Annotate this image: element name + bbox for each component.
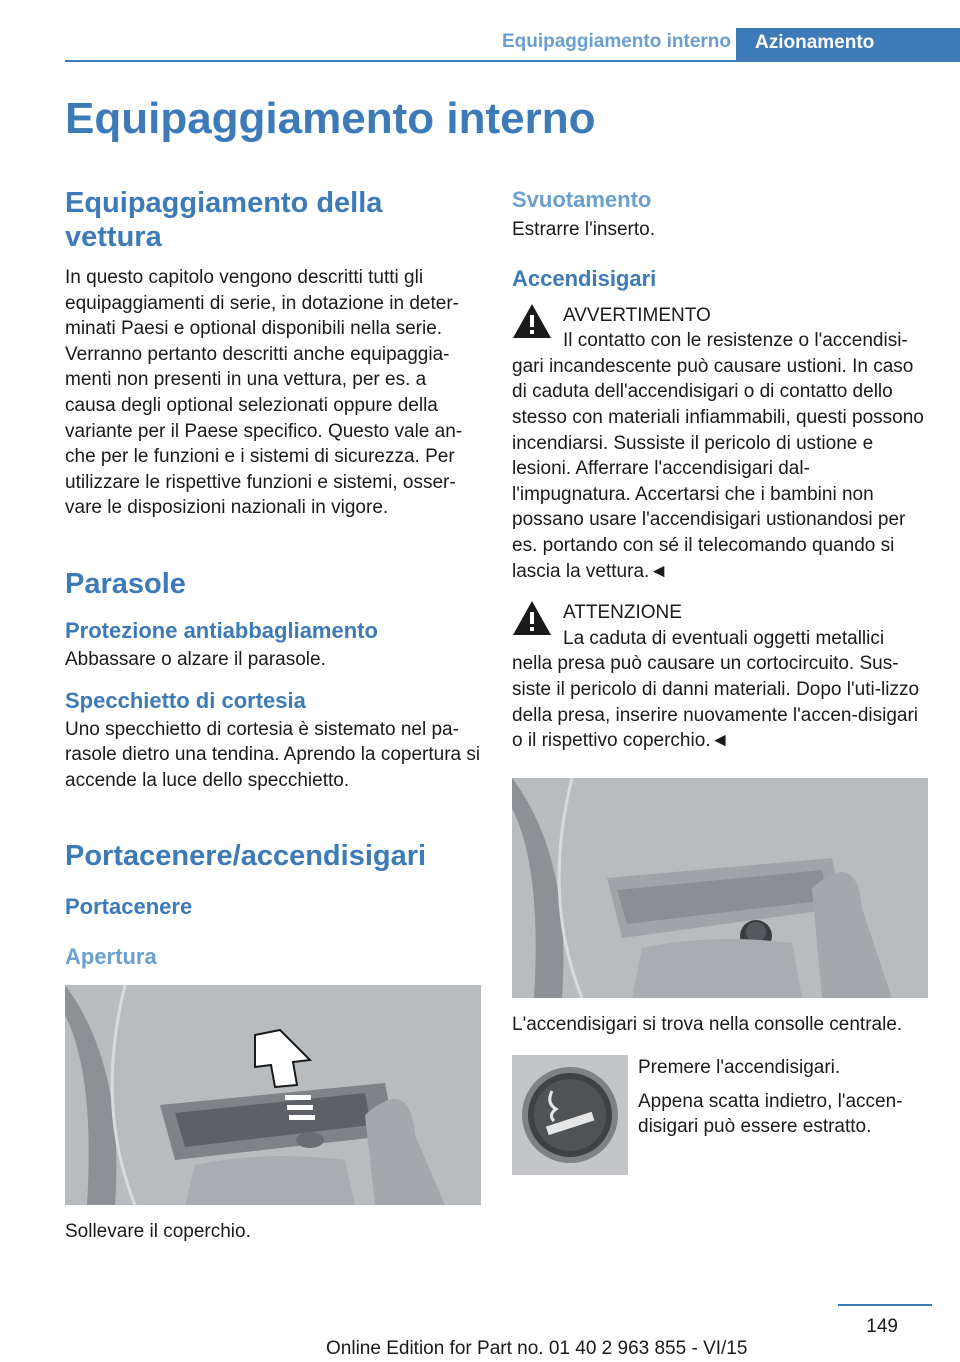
- console-illustration: [512, 778, 928, 998]
- heading-svuotamento: Svuotamento: [512, 187, 652, 212]
- caption-console: L'accendisigari si trova nella consolle centrale.: [512, 1013, 903, 1035]
- warning-1-first-line: Il contatto con le resistenze o l'accendisi-: [563, 330, 908, 352]
- header-rule: [65, 60, 960, 62]
- lighter-console-photo: [512, 778, 928, 998]
- caution-triangle-icon: [512, 600, 552, 636]
- warning-1-body: gari incandescente può causare ustioni. In caso di caduta dell'accendisigari o di contatto dello stesso con materiali infiammabili, questi possono incendiarsi. Sussiste il pericolo di ustione e lesioni. Afferrare l'accendisigari dal-l'impugnatura. Accertarsi che i bambini non possano usare l'accendisigari ustionandosi per es. portando con sé il telecomando quando si lascia la vettura.◄: [512, 355, 924, 582]
- warning-1-label: AVVERTIMENTO: [563, 304, 711, 326]
- paragraph-vettura: In questo capitolo vengono descritti tutti gli equipaggiamenti di serie, in dotazione in deter-minati Paesi e optional disponibili nella serie. Verranno pertanto descritti anche equipaggia-menti non presenti in una vettura, per es. a causa degli optional selezionati oppure della variante per il Paese specifico. Questo vale an-che per le funzioni e i sistemi di sicurezza. Per utilizzare le rispettive funzioni e sistemi, osser-vare le disposizioni nazionali in vigore.: [65, 267, 463, 519]
- warning-2-body: nella presa può causare un cortocircuito. Sus-siste il pericolo di danni materiali. Dopo l'uti-lizzo della presa, inserire nuovamente l'accen-disigari o il rispettivo coperchio.◄: [512, 653, 920, 752]
- page-footer: [0, 1292, 960, 1362]
- warning-triangle-icon: [512, 303, 552, 339]
- header-chapter-tab: Azionamento: [736, 28, 960, 62]
- warning-2-label: ATTENZIONE: [563, 602, 682, 624]
- footer-rule: [838, 1304, 932, 1306]
- lighter-step-row: [512, 1055, 928, 1175]
- heading-portacenere-accendisigari: Portacenere/accendisigari: [65, 840, 427, 873]
- lighter-button-graphic: [512, 1055, 628, 1175]
- right-column: [512, 186, 928, 1175]
- warning-2-first-line: La caduta di eventuali oggetti metallici: [563, 627, 885, 649]
- left-column: [65, 186, 481, 1245]
- step-premere: Premere l'accendisigari.: [638, 1057, 841, 1079]
- ashtray-illustration: [65, 985, 481, 1205]
- running-header: [65, 28, 960, 62]
- ashtray-photo: [65, 985, 481, 1205]
- paragraph-svuotamento: Estrarre l'inserto.: [512, 219, 656, 240]
- warning-block-2: [512, 600, 928, 651]
- heading-specchietto: Specchietto di cortesia: [65, 687, 306, 713]
- heading-protezione: Protezione antiabbagliamento: [65, 617, 378, 643]
- heading-accendisigari: Accendisigari: [512, 265, 657, 291]
- paragraph-specchietto: Uno specchietto di cortesia è sistemato nel pa-rasole dietro una tendina. Aprendo la copertura si accende la luce dello specchietto.: [65, 718, 481, 791]
- page-number: 149: [866, 1316, 898, 1337]
- warning-block-1: [512, 303, 928, 354]
- heading-equipaggiamento-vettura: Equipaggiamento della vettura: [65, 187, 383, 253]
- edition-note: Online Edition for Part no. 01 40 2 963 855 - VI/15: [326, 1338, 748, 1359]
- page-title: Equipaggiamento interno: [65, 94, 596, 143]
- paragraph-protezione: Abbassare o alzare il parasole.: [65, 648, 326, 670]
- header-section-label: Equipaggiamento interno: [501, 31, 731, 52]
- lighter-steps: [638, 1055, 928, 1140]
- heading-parasole: Parasole: [65, 567, 186, 600]
- heading-portacenere: Portacenere: [65, 894, 193, 920]
- step-estrarre: Appena scatta indietro, l'accen-disigari può essere estratto.: [638, 1090, 903, 1138]
- cigarette-lighter-icon: [512, 1055, 628, 1175]
- caption-ashtray: Sollevare il coperchio.: [65, 1221, 251, 1243]
- heading-apertura: Apertura: [65, 944, 157, 970]
